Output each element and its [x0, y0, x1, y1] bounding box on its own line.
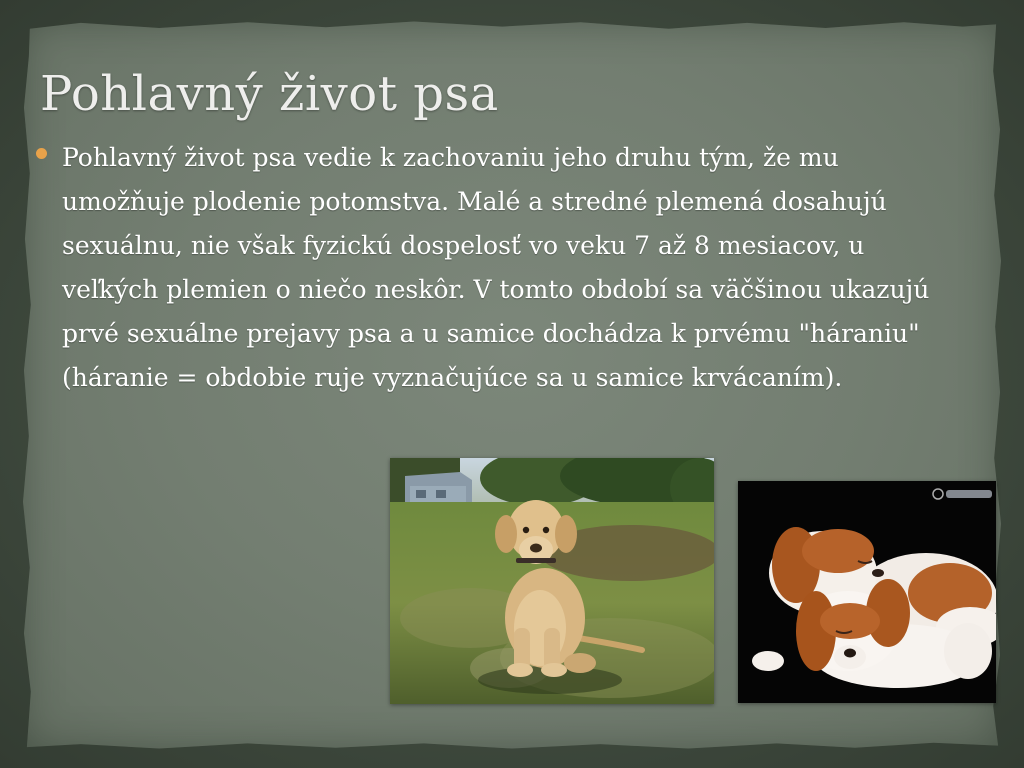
bullet-icon [36, 148, 47, 159]
cavalier-puppies-illustration [738, 481, 996, 703]
slide-title: Pohlavný život psa [40, 66, 499, 122]
bullet-item [36, 136, 946, 400]
bullet-text: Pohlavný život psa vedie k zachovaniu jeho druhu tým, že mu umožňuje plodenie potomstva. Malé a stredné plemená dosahujú sexuálnu, nie však fyzickú dospelosť vo veku 7 až 8 mesiacov, u veľkých plemien o niečo neskôr. V tomto období sa väčšinou ukazujú prvé sexuálne prejavy psa a u samice dochádza k prvému "háraniu" (háranie = obdobie ruje vyznačujúce sa u samice krvácaním). [62, 143, 930, 392]
labrador-puppy-photo [390, 458, 714, 704]
slide-body [36, 136, 946, 400]
labrador-puppy-illustration [390, 458, 714, 704]
cavalier-puppies-photo [738, 481, 996, 703]
